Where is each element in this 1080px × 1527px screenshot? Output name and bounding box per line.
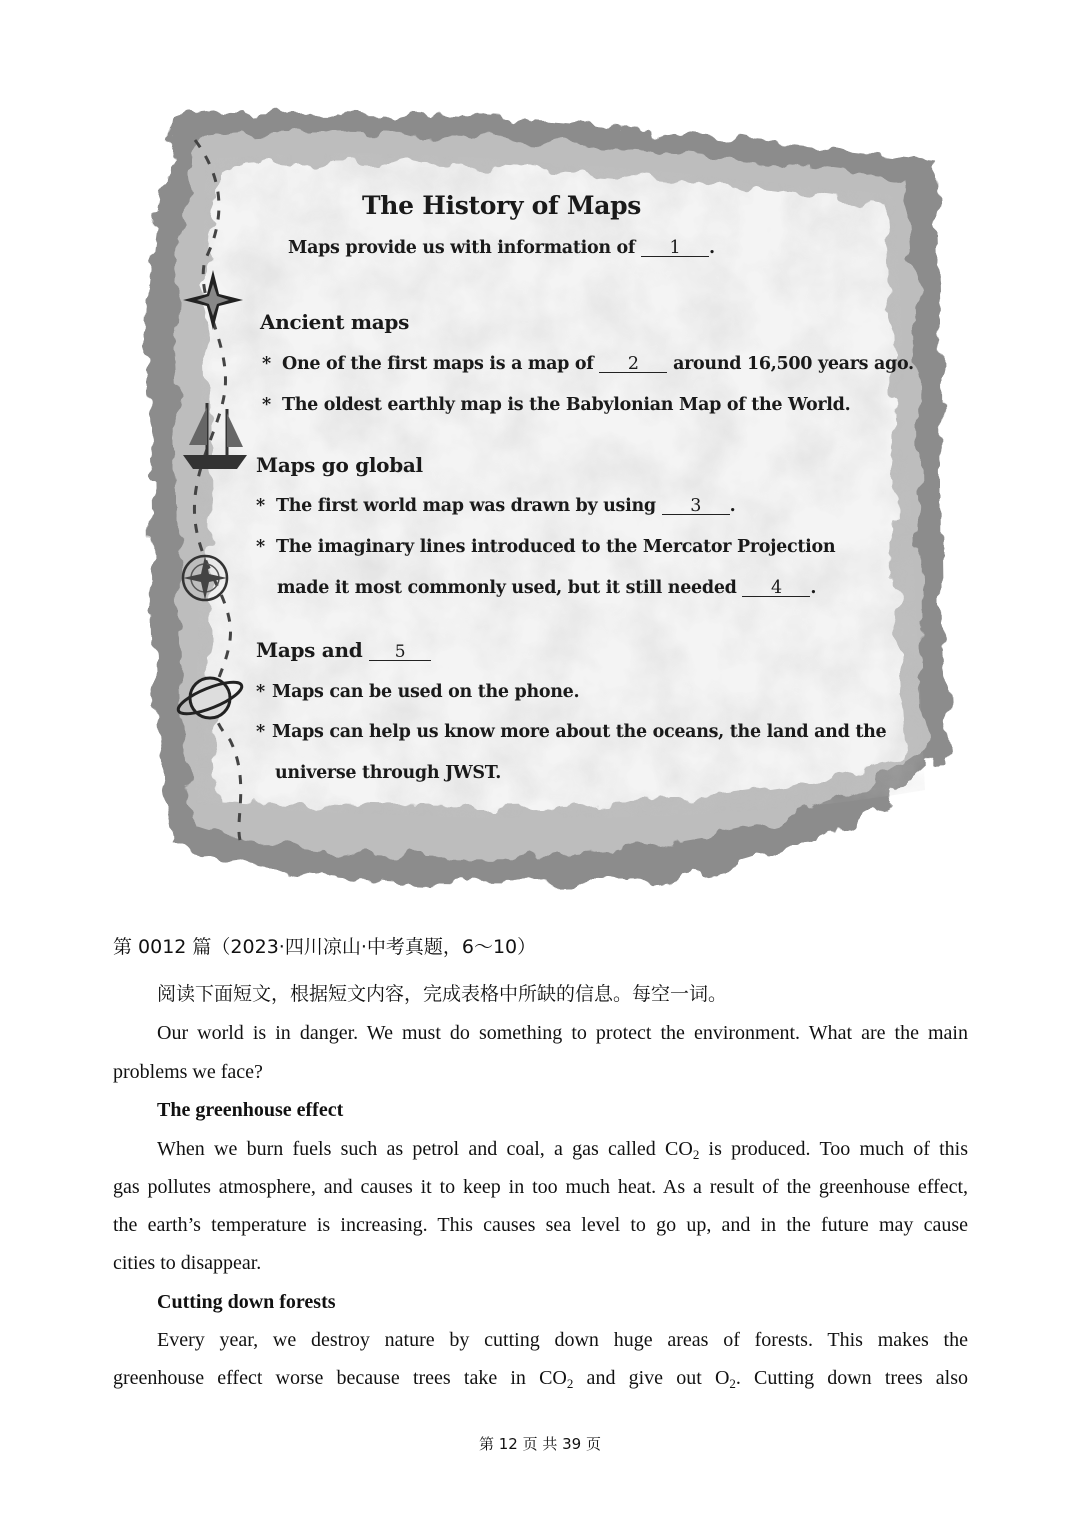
map-title: The History of Maps	[362, 191, 642, 220]
bullet-global-1	[256, 496, 735, 516]
paragraph-1-line-3: the earth’s temperature is increasing. This causes sea level to go up, and in the future may cause	[113, 1214, 968, 1236]
bullet-text: The oldest earthly map is the Babylonian Map of the World.	[282, 395, 851, 415]
section-heading-forests: Cutting down forests	[157, 1291, 336, 1313]
bullet-text: The imaginary lines introduced to the Mercator Projection	[276, 537, 836, 557]
bullet-text-post: around 16,500 years ago.	[673, 354, 914, 374]
bullet-text-post: .	[729, 496, 736, 516]
bullet-text: Maps can be used on the phone.	[272, 682, 580, 702]
text-run: and give out O	[573, 1367, 730, 1389]
bullet-global-2	[256, 537, 835, 557]
bullet-text-post: .	[810, 578, 817, 598]
paragraph-2-line-1: Every year, we destroy nature by cutting down huge areas of forests. This makes the	[157, 1329, 968, 1351]
answer-blank-5: 5	[369, 644, 431, 661]
bullet-marker: *	[256, 537, 265, 557]
bullet-maps-1	[256, 682, 579, 702]
map-intro-text: Maps provide us with information of	[288, 238, 636, 258]
section-heading-ancient: Ancient maps	[260, 310, 410, 334]
bullet-text: made it most commonly used, but it still needed	[277, 578, 737, 598]
instruction-text: 阅读下面短文，根据短文内容，完成表格中所缺的信息。每空一词。	[157, 983, 728, 1005]
answer-blank-3: 3	[662, 498, 730, 515]
bullet-marker: *	[256, 496, 265, 516]
subscript: 2	[729, 1376, 736, 1391]
bullet-marker: *	[256, 682, 265, 702]
bullet-maps-2	[256, 722, 886, 742]
bullet-ancient-1	[262, 354, 914, 374]
text-run: greenhouse effect worse because trees take in CO	[113, 1367, 567, 1389]
answer-blank-1: 1	[641, 240, 709, 257]
paragraph-1-line-2: gas pollutes atmosphere, and causes it to keep in too much heat. As a result of the greenhouse effect,	[113, 1176, 968, 1198]
section-heading-maps-and	[256, 638, 431, 662]
text-run: is produced. Too much of this	[699, 1138, 969, 1160]
subscript: 2	[692, 1147, 700, 1162]
bullet-marker: *	[262, 354, 271, 374]
compass-rose-icon	[183, 556, 227, 600]
bullet-text: One of the first maps is a map of	[282, 354, 594, 374]
bullet-marker: *	[262, 395, 271, 415]
section-heading-greenhouse: The greenhouse effect	[157, 1099, 344, 1121]
subscript: 2	[566, 1376, 574, 1391]
bullet-text: The first world map was drawn by using	[276, 496, 656, 516]
text-run: When we burn fuels such as petrol and coal, a gas called CO	[157, 1138, 693, 1160]
intro-line-1: Our world is in danger. We must do something to protect the environment. What are the main	[157, 1022, 968, 1044]
paragraph-1-line-4: cities to disappear.	[113, 1252, 262, 1274]
bullet-text: Maps can help us know more about the oceans, the land and the	[272, 722, 887, 742]
paragraph-2-line-2	[113, 1359, 968, 1403]
text-run: . Cutting down trees also	[735, 1367, 968, 1389]
answer-blank-4: 4	[742, 580, 810, 597]
bullet-ancient-2	[262, 395, 850, 415]
answer-blank-2: 2	[599, 356, 667, 373]
intro-line-2: problems we face?	[113, 1061, 263, 1083]
bullet-marker: *	[256, 722, 265, 742]
bullet-maps-2-cont: universe through JWST.	[275, 763, 502, 783]
map-intro-line: Maps provide us with information of 1 .	[288, 238, 715, 258]
heading-text: Maps and	[256, 638, 363, 662]
passage-header: 第 0012 篇（2023·四川凉山·中考真题，6～10）	[113, 936, 537, 958]
page-footer: 第 12 页 共 39 页	[478, 1435, 601, 1453]
bullet-global-2-cont	[277, 578, 816, 598]
section-heading-global: Maps go global	[256, 453, 423, 477]
